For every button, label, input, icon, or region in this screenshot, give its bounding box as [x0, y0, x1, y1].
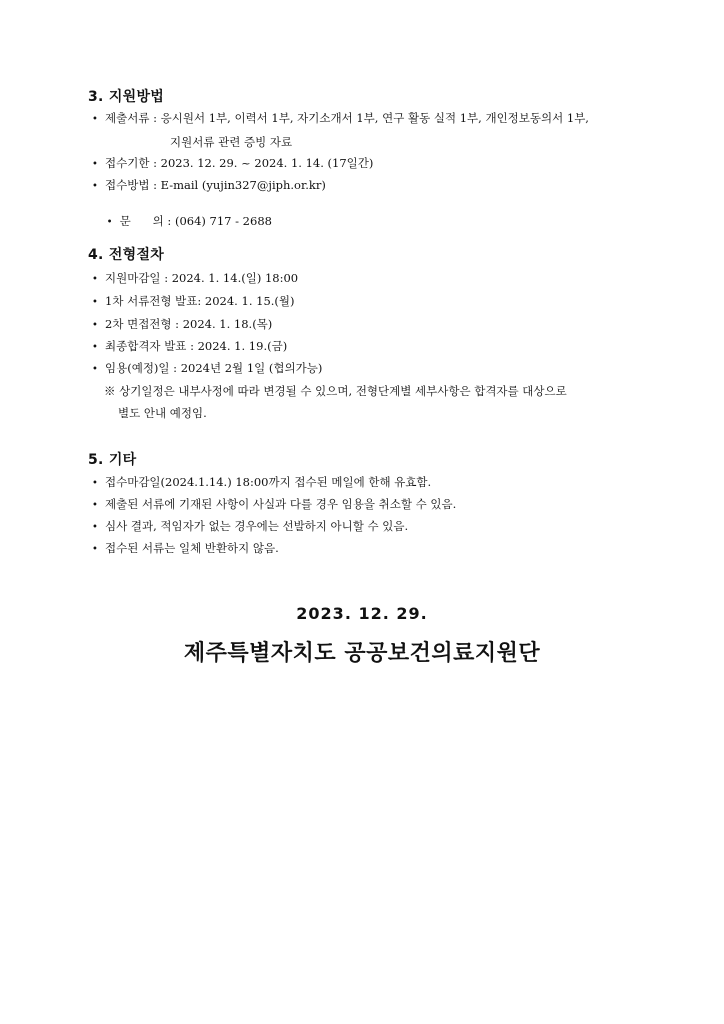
list-item-appointment-date: • 임용(예정)일 : 2024년 2월 1일 (협의가능)	[92, 361, 323, 375]
bullet-icon: •	[92, 478, 98, 489]
bullet-icon: •	[92, 320, 98, 331]
document-date: 2023. 12. 29.	[296, 604, 428, 623]
list-item-continuation: 지원서류 관련 증빙 자료	[170, 135, 293, 149]
bullet-icon: •	[92, 297, 98, 308]
bullet-icon: •	[92, 544, 98, 555]
bullet-icon: •	[92, 522, 98, 533]
list-item-submission-documents: • 제출서류 : 응시원서 1부, 이력서 1부, 자기소개서 1부, 연구 활동 실적 1부, 개인정보동의서 1부,	[92, 111, 589, 125]
section-3-title: 3. 지원방법	[88, 89, 165, 105]
bullet-icon: •	[92, 364, 98, 375]
list-item-method: • 접수방법 : E-mail (yujin327@jiph.or.kr)	[92, 178, 326, 192]
section-5-title: 5. 기타	[88, 452, 137, 468]
bullet-icon: •	[92, 159, 98, 170]
list-item-final-announcement: • 최종합격자 발표 : 2024. 1. 19.(금)	[92, 339, 288, 353]
list-item-no-return: • 접수된 서류는 일체 반환하지 않음.	[92, 541, 279, 555]
bullet-icon: •	[92, 114, 98, 125]
bullet-icon: •	[92, 181, 98, 192]
organization-name: 제주특별자치도 공공보건의료지원단	[183, 641, 541, 666]
list-item-first-round: • 1차 서류전형 발표: 2024. 1. 15.(월)	[92, 294, 295, 308]
list-item-no-qualified: • 심사 결과, 적임자가 없는 경우에는 선발하지 아니할 수 있음.	[92, 519, 409, 533]
list-item-contact: • 문 의 : (064) 717 - 2688	[106, 214, 272, 228]
bullet-icon: •	[92, 274, 98, 285]
list-item-application-deadline: • 지원마감일 : 2024. 1. 14.(일) 18:00	[92, 271, 299, 285]
schedule-note-line-2: 별도 안내 예정임.	[118, 406, 207, 420]
bullet-icon: •	[92, 500, 98, 511]
list-item-second-round: • 2차 면접전형 : 2024. 1. 18.(목)	[92, 317, 273, 331]
section-4-title: 4. 전형절차	[88, 247, 165, 263]
list-item-email-validity: • 접수마감일(2024.1.14.) 18:00까지 접수된 메일에 한해 유효함.	[92, 475, 432, 489]
list-item-deadline: • 접수기한 : 2023. 12. 29. ~ 2024. 1. 14. (17일간)	[92, 156, 374, 170]
bullet-icon: •	[92, 342, 98, 353]
list-item-false-info: • 제출된 서류에 기재된 사항이 사실과 다를 경우 임용을 취소할 수 있음.	[92, 497, 457, 511]
bullet-icon: •	[106, 217, 113, 228]
schedule-note-line-1: ※ 상기일정은 내부사정에 따라 변경될 수 있으며, 전형단계별 세부사항은 합격자를 대상으로	[104, 384, 567, 398]
